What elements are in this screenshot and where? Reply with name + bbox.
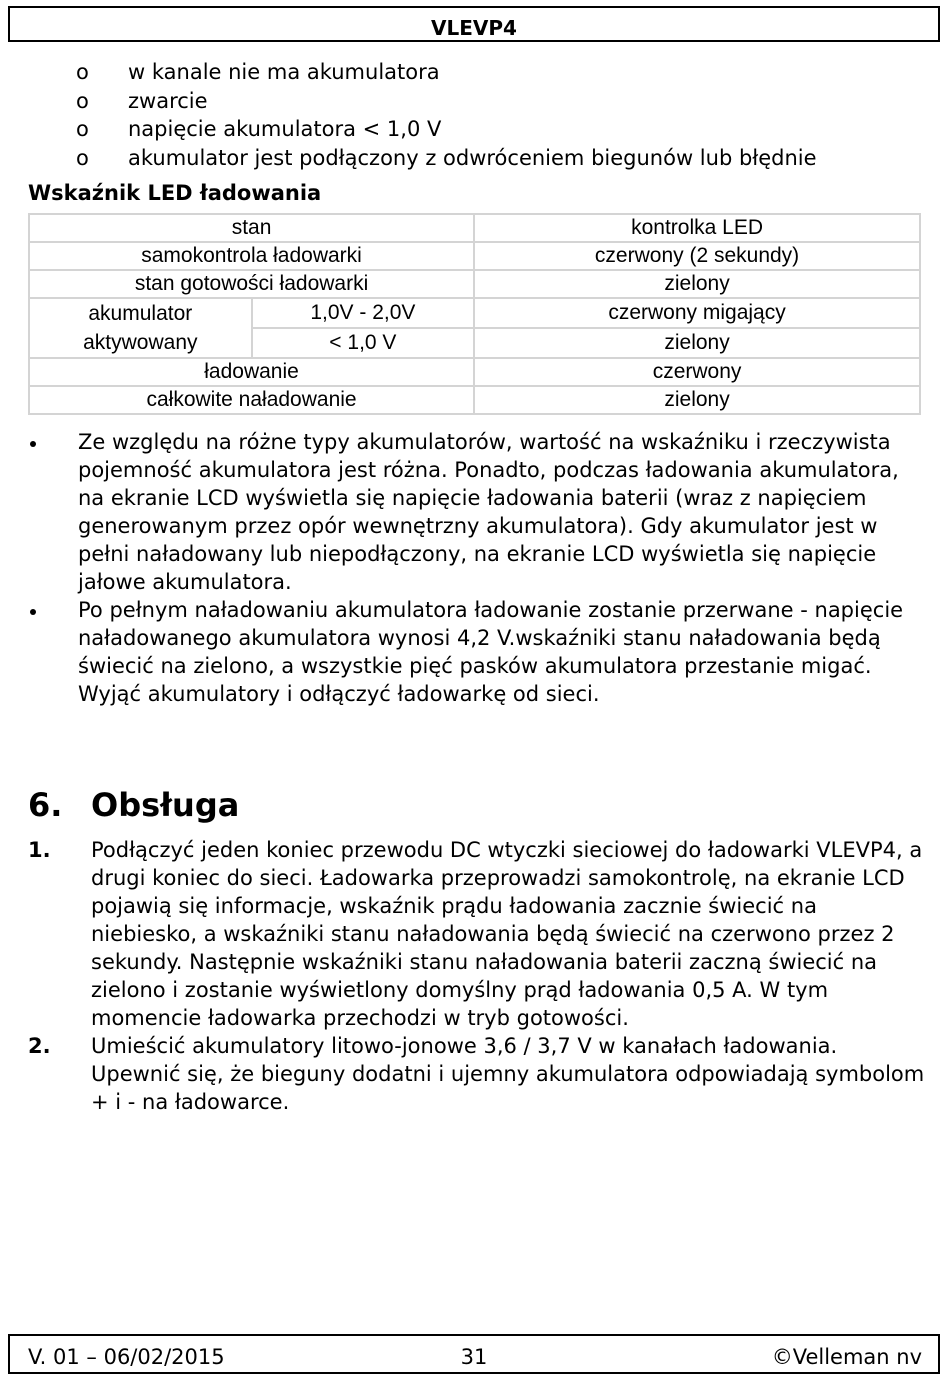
table-header-row <box>29 214 920 242</box>
steps-list <box>28 836 928 1116</box>
step-number: 2. <box>28 1034 51 1058</box>
state-cell: stan gotowości ładowarki <box>29 270 474 298</box>
chapter-heading <box>28 786 239 824</box>
bullet-icon <box>30 441 36 447</box>
range-cell: < 1,0 V <box>252 328 474 358</box>
page-header <box>8 6 940 42</box>
bullet-text: Po pełnym naładowaniu akumulatora ładowanie zostanie przerwane - napięcie naładowanego akumulatora wynosi 4,2 V.wskaźniki stanu naładowania będą świecić na zielono, a wszystkie pięć pasków akumulatora przestanie migać. Wyjąć akumulatory i odłączyć ładowarkę od sieci. <box>78 598 904 706</box>
list-marker: o <box>76 145 89 170</box>
state-cell: samokontrola ładowarki <box>29 242 474 270</box>
notes-list <box>28 428 908 708</box>
led-cell: czerwony migający <box>474 298 920 328</box>
led-cell: czerwony (2 sekundy) <box>474 242 920 270</box>
header-cell-led: kontrolka LED <box>474 214 920 242</box>
led-cell: zielony <box>474 386 920 414</box>
led-indicator-table <box>28 213 921 415</box>
bullet-text: Ze względu na różne typy akumulatorów, wartość na wskaźniku i rzeczywista pojemność akumulatora jest różna. Ponadto, podczas ładowania akumulatora, na ekranie LCD wyświetla się napięcie ładowania baterii (wraz z napięciem generowanym przez opór wewnętrzny akumulatora). Gdy akumulator jest w pełni naładowany lub niepodłączony, na ekranie LCD wyświetla się napięcie jałowe akumulatora. <box>78 430 899 594</box>
led-cell: zielony <box>474 270 920 298</box>
led-cell: czerwony <box>474 358 920 386</box>
page-number: 31 <box>460 1345 488 1369</box>
copyright: ©Velleman nv <box>771 1345 922 1369</box>
table-row <box>29 270 920 298</box>
chapter-number: 6. <box>28 786 63 824</box>
step-item <box>28 1032 928 1116</box>
step-number: 1. <box>28 838 51 862</box>
bullet-icon <box>30 609 36 615</box>
bullet-item <box>28 596 908 708</box>
step-item <box>28 836 928 1032</box>
led-cell: zielony <box>474 328 920 358</box>
list-item-text: zwarcie <box>128 88 208 113</box>
header-cell-state: stan <box>29 214 474 242</box>
list-item-text: napięcie akumulatora < 1,0 V <box>128 117 442 141</box>
version-date: V. 01 – 06/02/2015 <box>28 1345 225 1369</box>
step-text: Podłączyć jeden koniec przewodu DC wtyczki sieciowej do ładowarki VLEVP4, a drugi koniec do sieci. Ładowarka przeprowadzi samokontrolę, na ekranie LCD pojawią się informacje, wskaźnik prądu ładowania zacznie świecić na niebiesko, a wskaźniki stanu naładowania będą świecić na czerwono przez 2 sekundy. Następnie wskaźniki stanu naładowania baterii zaczną świecić na zielono i zostanie wyświetlony domyślny prąd ładowania 0,5 A. W tym momencie ładowarka przechodzi w tryb gotowości. <box>91 838 923 1030</box>
list-marker: o <box>76 88 89 113</box>
chapter-title: Obsługa <box>91 786 240 824</box>
list-item <box>28 58 817 87</box>
list-item <box>28 87 817 116</box>
table-row <box>29 386 920 414</box>
list-marker: o <box>76 117 89 141</box>
list-marker: o <box>76 60 89 84</box>
state-cell-activated: akumulator aktywowany <box>29 298 252 358</box>
bullet-item <box>28 428 908 596</box>
step-text: Umieścić akumulatory litowo-jonowe 3,6 / 3,7 V w kanałach ładowania. Upewnić się, że bieguny dodatni i ujemny akumulatora odpowiadają symbolom + i - na ładowarce. <box>91 1034 925 1114</box>
range-cell: 1,0V - 2,0V <box>252 298 474 328</box>
document-title: VLEVP4 <box>431 16 517 40</box>
list-item-text: akumulator jest podłączony z odwróceniem biegunów lub błędnie <box>128 145 817 170</box>
error-conditions-list <box>28 58 817 172</box>
table-row <box>29 298 920 328</box>
table-row <box>29 358 920 386</box>
page-footer <box>8 1334 940 1374</box>
list-item <box>28 144 817 173</box>
table-row <box>29 242 920 270</box>
state-cell: ładowanie <box>29 358 474 386</box>
list-item <box>28 115 817 144</box>
list-item-text: w kanale nie ma akumulatora <box>128 60 440 84</box>
section-heading: Wskaźnik LED ładowania <box>28 181 322 205</box>
state-cell: całkowite naładowanie <box>29 386 474 414</box>
